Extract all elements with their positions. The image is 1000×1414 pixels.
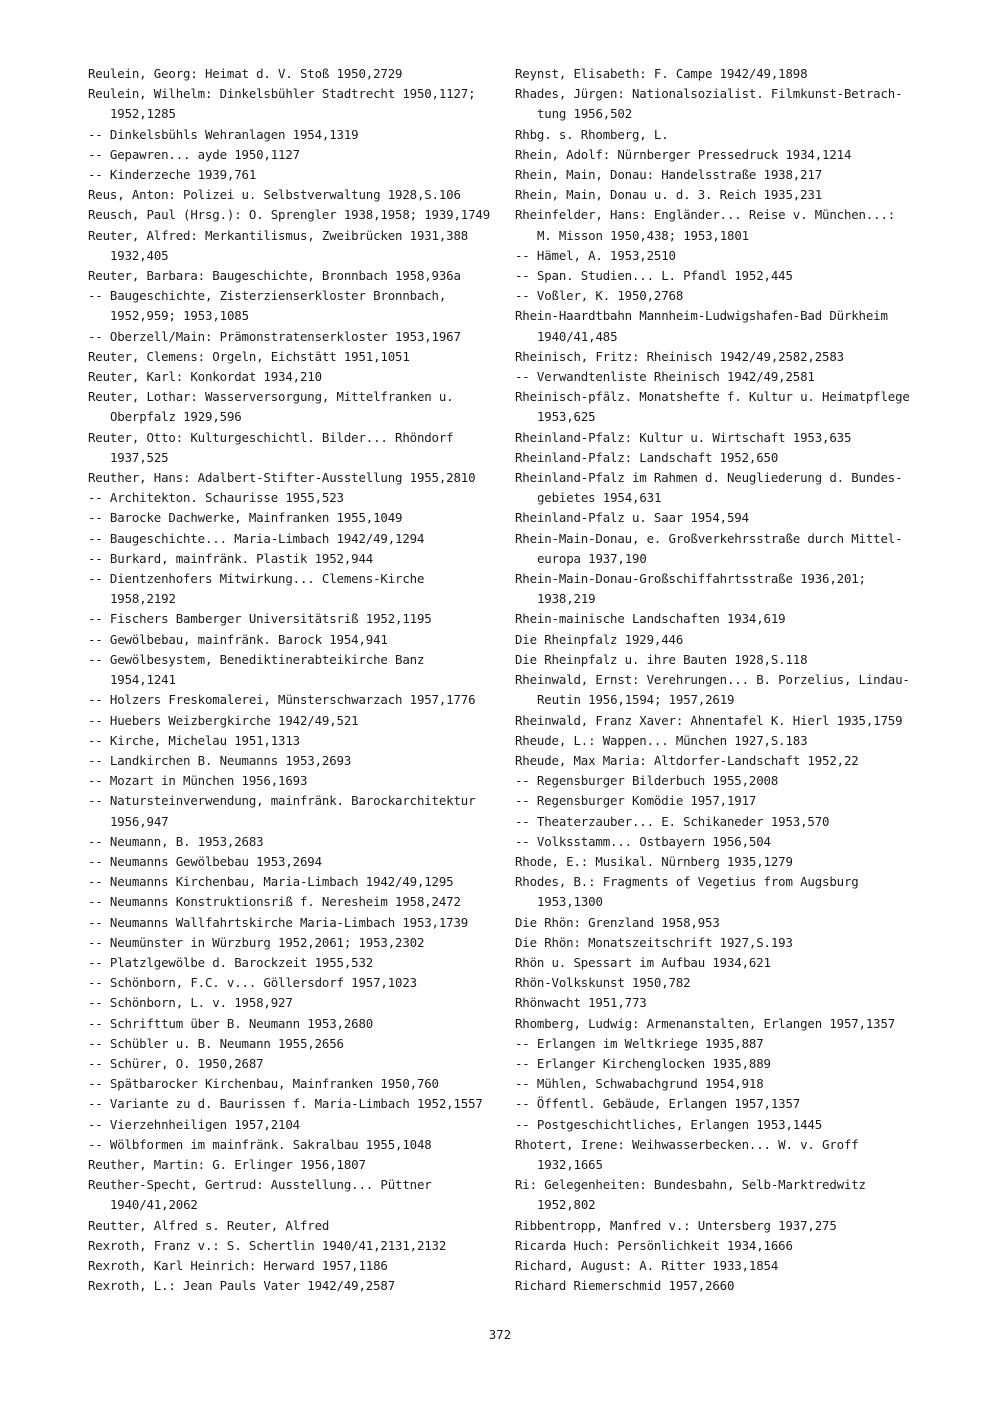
index-entry [88, 226, 508, 266]
index-entry-line: Richard, August: A. Ritter 1933,1854 [515, 1257, 779, 1273]
index-entry-line: Rhomberg, Ludwig: Armenanstalten, Erlangen 1957,1357 [515, 1015, 896, 1031]
index-entry-continuation: 1956,947 [110, 813, 169, 829]
index-entry-line: Die Rheinpfalz u. ihre Bauten 1928,S.118 [515, 651, 808, 667]
index-entry [88, 711, 508, 731]
index-entry-line: Ribbentropp, Manfred v.: Untersberg 1937,275 [515, 1217, 837, 1233]
index-entry-line: Reusch, Paul (Hrsg.): O. Sprengler 1938,1958; 1939,1749 [88, 207, 491, 223]
index-entry [88, 1236, 508, 1256]
index-entry-continuation: 1940/41,2062 [110, 1197, 198, 1213]
index-entry-line: -- Dinkelsbühls Wehranlagen 1954,1319 [88, 126, 359, 142]
index-entry-line: -- Kinderzeche 1939,761 [88, 167, 257, 183]
index-entry [515, 165, 935, 185]
index-entry [515, 529, 935, 569]
index-entry [88, 347, 508, 367]
index-entry [88, 771, 508, 791]
index-entry [515, 286, 935, 306]
index-entry [515, 731, 935, 751]
index-entry-line: -- Fischers Bamberger Universitätsriß 1952,1195 [88, 611, 432, 627]
index-entry [88, 630, 508, 650]
index-entry-line: Rhön-Volkskunst 1950,782 [515, 975, 691, 991]
index-entry-continuation: 1940/41,485 [537, 328, 618, 344]
index-entry-line: Rhotert, Irene: Weihwasserbecken... W. v. Groff [515, 1136, 859, 1152]
index-entry [515, 448, 935, 468]
index-entry [515, 1054, 935, 1074]
index-entry-line: Rexroth, L.: Jean Pauls Vater 1942/49,2587 [88, 1278, 396, 1294]
index-entry [88, 569, 508, 609]
index-entry-line: Ricarda Huch: Persönlichkeit 1934,1666 [515, 1237, 793, 1253]
index-entry [88, 1175, 508, 1215]
index-entry-line: -- Architekton. Schaurisse 1955,523 [88, 490, 344, 506]
index-entry-line: Rheinfelder, Hans: Engländer... Reise v. München...: [515, 207, 896, 223]
index-entry [515, 791, 935, 811]
index-entry-line: Rhein, Main, Donau: Handelsstraße 1938,217 [515, 167, 823, 183]
index-entry [88, 185, 508, 205]
index-entry [88, 832, 508, 852]
index-entry-line: -- Mühlen, Schwabachgrund 1954,918 [515, 1076, 764, 1092]
index-entry [88, 1034, 508, 1054]
index-entry [88, 1216, 508, 1236]
index-entry-line: -- Gewölbebau, mainfränk. Barock 1954,941 [88, 631, 388, 647]
index-entry-continuation: tung 1956,502 [537, 106, 633, 122]
index-entry-line: -- Postgeschichtliches, Erlangen 1953,1445 [515, 1116, 823, 1132]
index-entry-line: -- Vierzehnheiligen 1957,2104 [88, 1116, 300, 1132]
index-entry-line: Reutter, Alfred s. Reuter, Alfred [88, 1217, 330, 1233]
index-entry [515, 872, 935, 912]
index-entry [515, 367, 935, 387]
index-entry [515, 812, 935, 832]
index-entry [88, 650, 508, 690]
index-entry-line: Rheinisch-pfälz. Monatshefte f. Kultur u. Heimatpflege [515, 389, 910, 405]
index-entry-line: -- Dientzenhofers Mitwirkung... Clemens-Kirche [88, 571, 425, 587]
index-entry [515, 1256, 935, 1276]
index-entry [515, 1135, 935, 1175]
index-entry-continuation: 1958,2192 [110, 591, 176, 607]
index-entry-line: Reuther-Specht, Gertrud: Ausstellung... Püttner [88, 1177, 432, 1193]
index-entry-line: -- Gewölbesystem, Benediktinerabteikirche Banz [88, 651, 425, 667]
index-entry-line: Reulein, Wilhelm: Dinkelsbühler Stadtrecht 1950,1127; [88, 86, 476, 102]
index-entry-continuation: 1953,1300 [537, 894, 603, 910]
index-entry [515, 993, 935, 1013]
index-entry [88, 852, 508, 872]
index-entry-line: Rhein-Haardtbahn Mannheim-Ludwigshafen-Bad Dürkheim [515, 308, 888, 324]
index-entry [88, 1074, 508, 1094]
index-entry-line: -- Regensburger Bilderbuch 1955,2008 [515, 773, 779, 789]
index-entry [515, 84, 935, 124]
page-number: 372 [488, 1327, 512, 1342]
index-entry-line: Reuther, Martin: G. Erlinger 1956,1807 [88, 1156, 366, 1172]
index-entry-line: -- Erlanger Kirchenglocken 1935,889 [515, 1055, 771, 1071]
index-entry [88, 549, 508, 569]
index-entry [88, 145, 508, 165]
index-entry-line: Reuter, Karl: Konkordat 1934,210 [88, 369, 322, 385]
index-entry [515, 1034, 935, 1054]
index-entry-line: -- Gepawren... ayde 1950,1127 [88, 146, 300, 162]
index-entry-line: -- Oberzell/Main: Prämonstratenserkloster 1953,1967 [88, 328, 461, 344]
index-entry [515, 125, 935, 145]
index-entry-line: -- Hämel, A. 1953,2510 [515, 247, 676, 263]
index-entry-line: -- Natursteinverwendung, mainfränk. Barockarchitektur [88, 793, 476, 809]
index-entry [88, 327, 508, 347]
index-entry-line: -- Mozart in München 1956,1693 [88, 773, 308, 789]
index-entry-continuation: gebietes 1954,631 [537, 490, 662, 506]
index-entry [88, 1054, 508, 1074]
index-entry-line: -- Huebers Weizbergkirche 1942/49,521 [88, 712, 359, 728]
index-entry-line: -- Neumann, B. 1953,2683 [88, 833, 264, 849]
index-entry-line: Rhades, Jürgen: Nationalsozialist. Filmkunst-Betrach- [515, 86, 903, 102]
index-entry-line: -- Voßler, K. 1950,2768 [515, 288, 684, 304]
index-entry-line: -- Spätbarocker Kirchenbau, Mainfranken 1950,760 [88, 1076, 439, 1092]
index-entry [88, 387, 508, 427]
index-entry-line: -- Verwandtenliste Rheinisch 1942/49,2581 [515, 369, 815, 385]
index-entry [515, 266, 935, 286]
index-entry [515, 670, 935, 710]
index-entry-line: Rhein-Main-Donau-Großschiffahrtsstraße 1936,201; [515, 571, 866, 587]
index-entry [88, 1256, 508, 1276]
index-entry-line: Die Rhön: Grenzland 1958,953 [515, 914, 720, 930]
index-entry [515, 569, 935, 609]
index-entry [515, 953, 935, 973]
index-entry-line: Reuter, Alfred: Merkantilismus, Zweibrücken 1931,388 [88, 227, 469, 243]
index-entry-line: -- Landkirchen B. Neumanns 1953,2693 [88, 752, 352, 768]
index-entry [88, 1155, 508, 1175]
index-entry [515, 185, 935, 205]
index-entry-continuation: 1954,1241 [110, 672, 176, 688]
index-entry-line: Ri: Gelegenheiten: Bundesbahn, Selb-Marktredwitz [515, 1177, 866, 1193]
index-entry [88, 508, 508, 528]
index-entry [515, 1115, 935, 1135]
index-entry [515, 1014, 935, 1034]
index-entry [515, 933, 935, 953]
index-entry [88, 731, 508, 751]
index-entry [88, 1276, 508, 1296]
index-entry-line: Reulein, Georg: Heimat d. V. Stoß 1950,2729 [88, 66, 403, 81]
index-entry [88, 690, 508, 710]
index-entry-line: -- Barocke Dachwerke, Mainfranken 1955,1049 [88, 510, 403, 526]
index-entry-line: Rheinland-Pfalz: Landschaft 1952,650 [515, 449, 779, 465]
index-entry-continuation: M. Misson 1950,438; 1953,1801 [537, 227, 749, 243]
index-entry [515, 145, 935, 165]
index-entry [88, 1135, 508, 1155]
index-entry [88, 953, 508, 973]
index-entry-continuation: Reutin 1956,1594; 1957,2619 [537, 692, 735, 708]
index-entry [88, 266, 508, 286]
index-entry [515, 508, 935, 528]
index-entry-line: -- Volksstamm... Ostbayern 1956,504 [515, 833, 771, 849]
index-entry-line: -- Schrifttum über B. Neumann 1953,2680 [88, 1015, 374, 1031]
index-entry-line: Rhbg. s. Rhomberg, L. [515, 126, 669, 142]
index-entry [88, 529, 508, 549]
index-entry [88, 872, 508, 892]
index-entry [515, 1276, 935, 1296]
index-entry [515, 1074, 935, 1094]
index-entry-line: Reynst, Elisabeth: F. Campe 1942/49,1898 [515, 66, 808, 81]
index-entry [88, 1014, 508, 1034]
index-entry [88, 609, 508, 629]
index-entry-continuation: Oberpfalz 1929,596 [110, 409, 242, 425]
index-entry [515, 387, 935, 427]
index-entry-continuation: 1952,959; 1953,1085 [110, 308, 249, 324]
index-entry [515, 1216, 935, 1236]
index-entry-line: -- Erlangen im Weltkriege 1935,887 [515, 1035, 764, 1051]
index-entry-continuation: europa 1937,190 [537, 550, 647, 566]
index-entry [88, 993, 508, 1013]
index-entry [515, 205, 935, 245]
index-entry [88, 468, 508, 488]
index-entry-line: -- Neumanns Konstruktionsriß f. Neresheim 1958,2472 [88, 894, 461, 910]
index-entry-line: -- Schürer, O. 1950,2687 [88, 1055, 264, 1071]
index-entry [515, 832, 935, 852]
index-entry-continuation: 1953,625 [537, 409, 596, 425]
index-entry [88, 791, 508, 831]
index-entry [88, 1094, 508, 1114]
index-entry-continuation: 1937,525 [110, 449, 169, 465]
index-entry-line: Rheude, Max Maria: Altdorfer-Landschaft 1952,22 [515, 752, 859, 768]
index-entry [88, 488, 508, 508]
index-entry [515, 609, 935, 629]
index-entry [88, 84, 508, 124]
index-entry-line: Rheinland-Pfalz im Rahmen d. Neugliederung d. Bundes- [515, 470, 903, 486]
index-entry-line: -- Baugeschichte, Zisterzienserkloster Bronnbach, [88, 288, 447, 304]
index-entry-line: Rhönwacht 1951,773 [515, 995, 647, 1011]
index-entry-line: -- Platzlgewölbe d. Barockzeit 1955,532 [88, 954, 374, 970]
index-entry-line: Die Rheinpfalz 1929,446 [515, 631, 684, 647]
index-entry [515, 913, 935, 933]
index-entry-line: -- Schönborn, F.C. v... Göllersdorf 1957,1023 [88, 975, 417, 991]
index-entry [515, 468, 935, 508]
index-entry [88, 64, 508, 84]
index-entry-line: Reuter, Otto: Kulturgeschichtl. Bilder... Rhöndorf [88, 429, 454, 445]
index-entry-line: -- Neumünster in Würzburg 1952,2061; 1953,2302 [88, 934, 425, 950]
index-entry-line: Rheinwald, Ernst: Verehrungen... B. Porzelius, Lindau- [515, 672, 910, 688]
index-entry-line: Rheinland-Pfalz u. Saar 1954,594 [515, 510, 749, 526]
index-entry-line: Rheinland-Pfalz: Kultur u. Wirtschaft 1953,635 [515, 429, 852, 445]
index-entry-line: Rheude, L.: Wappen... München 1927,S.183 [515, 732, 808, 748]
index-entry [515, 306, 935, 346]
index-entry [515, 428, 935, 448]
index-entry-line: Rexroth, Karl Heinrich: Herward 1957,1186 [88, 1257, 388, 1273]
index-entry [88, 367, 508, 387]
index-entry [88, 286, 508, 326]
index-entry-line: Rheinwald, Franz Xaver: Ahnentafel K. Hierl 1935,1759 [515, 712, 903, 728]
index-entry-continuation: 1932,1665 [537, 1156, 603, 1172]
index-entry [515, 1175, 935, 1215]
left-column [88, 64, 508, 1296]
index-entry-line: Reuter, Lothar: Wasserversorgung, Mittelfranken u. [88, 389, 454, 405]
index-entry-line: Rhein, Adolf: Nürnberger Pressedruck 1934,1214 [515, 146, 852, 162]
index-entry [515, 771, 935, 791]
index-entry [515, 852, 935, 872]
index-entry-line: Rheinisch, Fritz: Rheinisch 1942/49,2582,2583 [515, 348, 844, 364]
index-entry [88, 913, 508, 933]
index-entry-continuation: 1952,1285 [110, 106, 176, 122]
index-entry [515, 64, 935, 84]
index-entry-line: Reuter, Barbara: Baugeschichte, Bronnbach 1958,936a [88, 268, 461, 284]
index-entry-line: Rexroth, Franz v.: S. Schertlin 1940/41,2131,2132 [88, 1237, 447, 1253]
index-entry [88, 1115, 508, 1135]
index-entry [515, 630, 935, 650]
index-entry-line: -- Holzers Freskomalerei, Münsterschwarzach 1957,1776 [88, 692, 476, 708]
index-entry-line: -- Theaterzauber... E. Schikaneder 1953,570 [515, 813, 830, 829]
index-entry-continuation: 1932,405 [110, 247, 169, 263]
index-entry [515, 1094, 935, 1114]
index-entry-line: Die Rhön: Monatszeitschrift 1927,S.193 [515, 934, 793, 950]
index-entry [88, 973, 508, 993]
index-entry [515, 1236, 935, 1256]
index-entry-line: -- Neumanns Kirchenbau, Maria-Limbach 1942/49,1295 [88, 874, 454, 890]
index-entry-line: Reus, Anton: Polizei u. Selbstverwaltung 1928,S.106 [88, 187, 461, 203]
index-entry-line: Rhode, E.: Musikal. Nürnberg 1935,1279 [515, 853, 793, 869]
index-entry-line: -- Öffentl. Gebäude, Erlangen 1957,1357 [515, 1096, 801, 1112]
index-entry [515, 751, 935, 771]
index-entry-continuation: 1938,219 [537, 591, 596, 607]
index-entry-line: Reuter, Clemens: Orgeln, Eichstätt 1951,1051 [88, 348, 410, 364]
index-entry [88, 205, 508, 225]
index-entry-line: -- Neumanns Wallfahrtskirche Maria-Limbach 1953,1739 [88, 914, 469, 930]
index-entry [515, 246, 935, 266]
index-entry [515, 347, 935, 367]
index-entry-line: -- Schübler u. B. Neumann 1955,2656 [88, 1035, 344, 1051]
index-entry-line: -- Neumanns Gewölbebau 1953,2694 [88, 853, 322, 869]
index-entry-line: Reuther, Hans: Adalbert-Stifter-Ausstellung 1955,2810 [88, 470, 476, 486]
index-entry [88, 892, 508, 912]
index-entry-line: Rhein-mainische Landschaften 1934,619 [515, 611, 786, 627]
index-entry-line: -- Regensburger Komödie 1957,1917 [515, 793, 757, 809]
index-entry-line: -- Burkard, mainfränk. Plastik 1952,944 [88, 550, 374, 566]
index-entry [88, 125, 508, 145]
index-entry [88, 428, 508, 468]
index-entry-line: -- Schönborn, L. v. 1958,927 [88, 995, 293, 1011]
index-entry-line: Rhein, Main, Donau u. d. 3. Reich 1935,231 [515, 187, 823, 203]
right-column [515, 64, 935, 1296]
index-entry [515, 650, 935, 670]
index-entry-line: -- Kirche, Michelau 1951,1313 [88, 732, 300, 748]
index-entry-line: Rhön u. Spessart im Aufbau 1934,621 [515, 954, 771, 970]
index-entry [88, 933, 508, 953]
index-entry [515, 973, 935, 993]
index-entry-line: -- Wölbformen im mainfränk. Sakralbau 1955,1048 [88, 1136, 432, 1152]
index-entry-line: -- Span. Studien... L. Pfandl 1952,445 [515, 268, 793, 284]
index-entry-continuation: 1952,802 [537, 1197, 596, 1213]
index-entry-line: -- Variante zu d. Baurissen f. Maria-Limbach 1952,1557 [88, 1096, 483, 1112]
index-entry [88, 751, 508, 771]
index-entry [515, 711, 935, 731]
index-entry [88, 165, 508, 185]
index-entry-line: Richard Riemerschmid 1957,2660 [515, 1278, 735, 1294]
index-entry-line: Rhodes, B.: Fragments of Vegetius from Augsburg [515, 874, 859, 890]
index-entry-line: -- Baugeschichte... Maria-Limbach 1942/49,1294 [88, 530, 425, 546]
index-entry-line: Rhein-Main-Donau, e. Großverkehrsstraße durch Mittel- [515, 530, 903, 546]
